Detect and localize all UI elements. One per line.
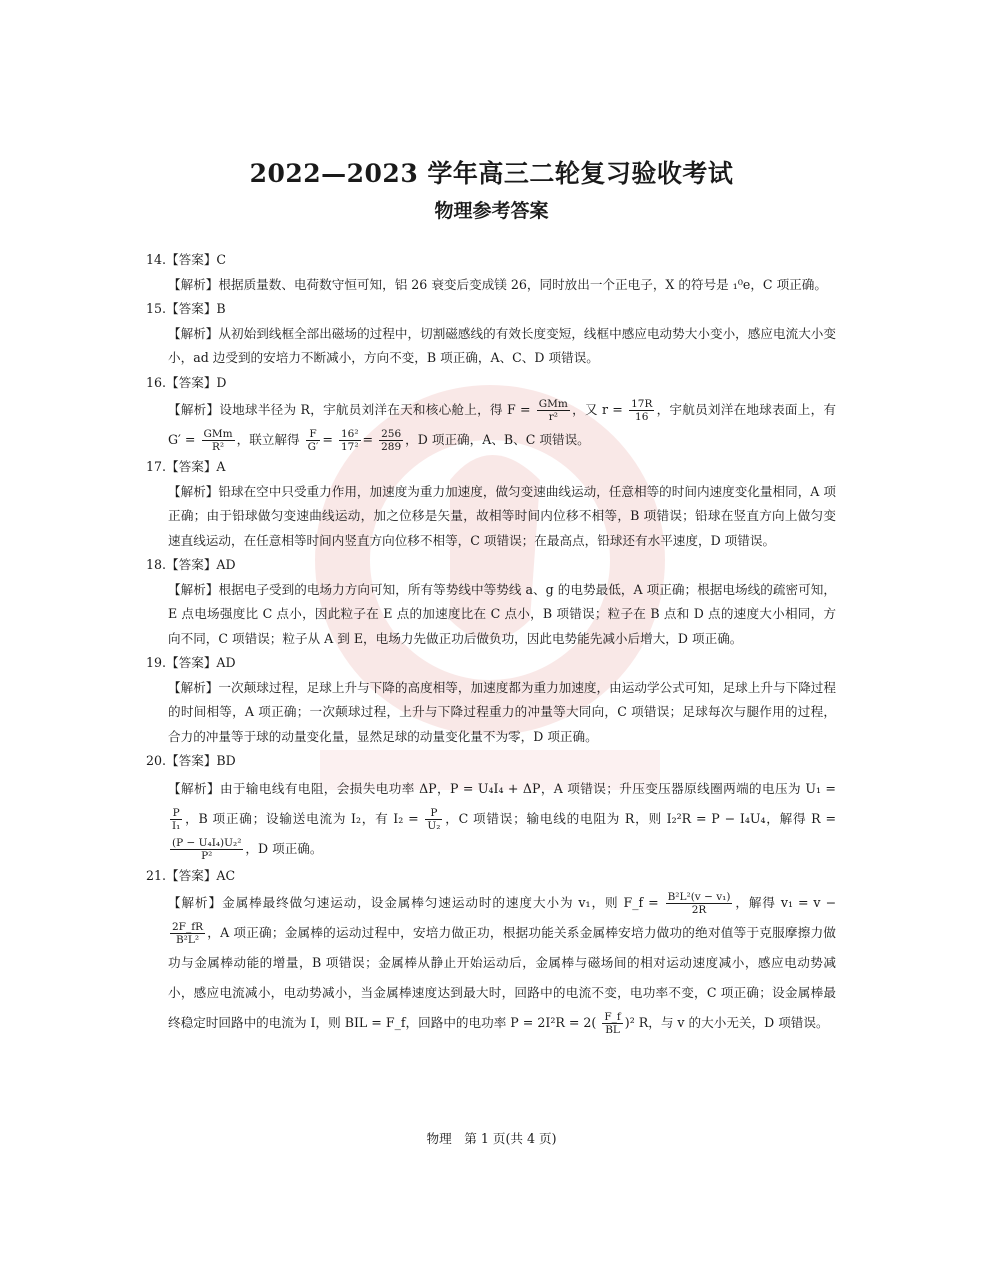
- numerator: 256: [381, 428, 402, 440]
- fraction: [379, 428, 403, 453]
- analysis-paragraph: [146, 578, 836, 652]
- analysis-label: 【解析】: [168, 402, 220, 417]
- numerator: 2F_fR: [172, 921, 204, 933]
- analysis-label: 【解析】: [168, 325, 219, 341]
- fraction: [339, 428, 361, 453]
- denominator: r²: [548, 411, 558, 423]
- analysis-paragraph: [146, 273, 836, 298]
- analysis-text: ，A 项正确；金属棒的运动过程中，安培力做正功，根据功能关系金属棒安培力做功的绝对值等于克服摩擦力做功与金属棒动能的增量，B 项错误；金属棒从静止开始运动后，金属棒与磁场间的相对运动速度减小，感应电动势减小，感应电流减小，电动势减小，当金属棒速度达到最大时，回路中的电流不变，电功率不变，C 项正确；设金属棒最终稳定时回路中的电流为 I，则 BIL = F_f，回路中的电功率 P = 2I²R = 2(: [168, 925, 836, 1030]
- answer-label: 【答案】: [166, 301, 217, 316]
- question-20: [146, 749, 836, 864]
- question-19: [146, 651, 836, 749]
- fraction: [666, 891, 733, 916]
- fraction: [629, 398, 654, 423]
- question-number: 20.: [146, 753, 167, 768]
- fraction: [170, 837, 243, 862]
- answer-label: 【答案】: [166, 557, 217, 572]
- answer-line: [146, 371, 836, 396]
- analysis-text: 金属棒最终做匀速运动，设金属棒匀速运动时的速度大小为 v₁，则 F_f =: [222, 895, 659, 910]
- answer-line: [146, 553, 836, 578]
- analysis-paragraph: [146, 676, 836, 750]
- numerator: 17R: [631, 398, 653, 410]
- fraction: [170, 807, 182, 832]
- analysis-text: ，C 项错误；输电线的电阻为 R，则 I₂²R = P − I₄U₄，解得 R =: [444, 810, 836, 826]
- numerator: (P − U₄I₄)U₂²: [172, 836, 242, 849]
- page-subtitle: 物理参考答案: [434, 200, 549, 222]
- fraction: [602, 1011, 622, 1036]
- analysis-label: 【解析】: [168, 895, 223, 910]
- denominator: 289: [381, 441, 402, 453]
- answer-line: [146, 297, 836, 322]
- denominator: R²: [211, 441, 225, 453]
- analysis-text: 根据电子受到的电场力方向可知，所有等势线中等势线 a、g 的电势最低，A 项正确；根据电场线的疏密可知，E 点电场强度比 C 点小，因此粒子在 E 点的加速度比在 C 点小，B 项错误；粒子在 B 点和 D 点的速度大小相同，方向不同，C 项错误；粒子从 A 到 E，电场力先做正功后做负功，因此电势能先减小后增大，D 项正确。: [168, 581, 836, 646]
- question-number: 19.: [146, 655, 167, 670]
- answer-line: [146, 749, 836, 774]
- numerator: 16²: [340, 428, 359, 440]
- analysis-text: ，解得 v₁ = v −: [734, 895, 837, 910]
- answer-line: [146, 651, 836, 676]
- analysis-text: )² R，与 v 的大小无关，D 项错误。: [624, 1015, 829, 1030]
- analysis-paragraph: [146, 774, 836, 864]
- analysis-paragraph: [146, 322, 836, 371]
- answer-line: [146, 455, 836, 480]
- analysis-text: 从初始到线框全部出磁场的过程中，切割磁感线的有效长度变短，线框中感应电动势大小变小，感应电流大小变小，ad 边受到的安培力不断减小，方向不变，B 项正确，A、C、D 项错误。: [168, 325, 837, 365]
- numerator: GMm: [203, 428, 233, 440]
- analysis-label: 【解析】: [168, 679, 219, 695]
- denominator: G′: [307, 441, 319, 453]
- question-number: 16.: [146, 374, 167, 390]
- denominator: 16: [635, 411, 649, 423]
- analysis-text: 设地球半径为 R，宇航员刘洋在天和核心舱上，得 F =: [219, 402, 531, 417]
- numerator: F: [306, 428, 321, 441]
- fraction: [537, 398, 570, 423]
- answer-label: 【答案】: [166, 252, 217, 267]
- question-16: [146, 371, 836, 456]
- answer-value: AD: [216, 655, 236, 670]
- analysis-label: 【解析】: [168, 483, 219, 499]
- answer-label: 【答案】: [166, 374, 217, 390]
- denominator: B²L²: [175, 934, 200, 946]
- answer-value: AC: [216, 867, 236, 883]
- analysis-paragraph: [146, 888, 836, 1038]
- page-title: 2022—2023 学年高三二轮复习验收考试: [249, 159, 734, 188]
- fraction: [170, 921, 205, 946]
- analysis-text: =: [362, 432, 374, 447]
- analysis-label: 【解析】: [168, 581, 219, 597]
- question-number: 15.: [146, 301, 167, 316]
- answer-label: 【答案】: [166, 867, 217, 883]
- answers-content: [146, 248, 836, 1038]
- numerator: B²L²(v − v₁): [667, 891, 731, 903]
- page-footer: 物理 第 1 页(共 4 页): [426, 1131, 557, 1146]
- denominator: P²: [201, 849, 213, 862]
- analysis-text: ，D 项正确。: [245, 840, 323, 856]
- denominator: 2R: [691, 904, 707, 916]
- answer-label: 【答案】: [166, 753, 217, 768]
- analysis-text: ，D 项正确，A、B、C 项错误。: [405, 432, 590, 447]
- numerator: P: [170, 807, 182, 820]
- analysis-paragraph: [146, 395, 836, 455]
- fraction: [425, 807, 442, 832]
- question-number: 17.: [146, 459, 167, 474]
- analysis-label: 【解析】: [168, 276, 219, 292]
- answer-value: A: [216, 459, 226, 474]
- analysis-text: 铅球在空中只受重力作用，加速度为重力加速度，做匀变速曲线运动，任意相等的时间内速度变化量相同，A 项正确；由于铅球做匀变速曲线运动，加之位移是矢量，故相等时间内位移不相等，B 项错误；铅球在竖直方向上做匀变速直线运动，在任意相等时间内竖直方向位移不相等，C 项错误；在最高点，铅球还有水平速度，D 项错误。: [168, 483, 837, 548]
- analysis-text: ，B 项正确；设输送电流为 I₂，有 I₂ =: [184, 810, 419, 826]
- denominator: 17²: [340, 441, 359, 453]
- numerator: GMm: [538, 398, 568, 410]
- denominator: BL: [605, 1024, 620, 1036]
- answer-value: BD: [216, 753, 236, 768]
- answer-value: B: [216, 301, 226, 316]
- answer-value: D: [216, 374, 227, 390]
- analysis-text: ，联立解得: [236, 432, 300, 447]
- answer-line: [146, 248, 836, 273]
- fraction: [202, 428, 235, 453]
- analysis-text: 一次颠球过程，足球上升与下降的高度相等，加速度都为重力加速度，由运动学公式可知，足球上升与下降过程的时间相等，A 项正确；一次颠球过程，上升与下降过程重力的冲量等大同向，C 项错误；足球每次与腿作用的过程，合力的冲量等于球的动量变化量，显然足球的动量变化量不为零，D 项正确。: [168, 679, 837, 744]
- answer-value: C: [216, 252, 227, 267]
- denominator: I₁: [172, 819, 181, 832]
- question-15: [146, 297, 836, 371]
- question-18: [146, 553, 836, 651]
- question-number: 14.: [146, 252, 167, 267]
- analysis-text: ，宇航员刘洋在地球表面上，有 G′ =: [168, 402, 836, 447]
- answer-label: 【答案】: [166, 655, 217, 670]
- question-number: 18.: [146, 557, 167, 572]
- analysis-text: 由于输电线有电阻，会损失电功率 ΔP，P = U₄I₄ + ΔP，A 项错误；升压变压器原线圈两端的电压为 U₁ =: [219, 780, 836, 796]
- denominator: U₂: [427, 819, 441, 832]
- fraction: [306, 428, 321, 453]
- question-number: 21.: [146, 867, 167, 883]
- analysis-label: 【解析】: [168, 780, 220, 796]
- analysis-paragraph: [146, 480, 836, 554]
- analysis-text: =: [322, 432, 333, 447]
- analysis-text: 根据质量数、电荷数守恒可知，铝 26 衰变后变成镁 26，同时放出一个正电子，X 的符号是 ₁⁰e，C 项正确。: [218, 276, 827, 292]
- question-21: [146, 864, 836, 1039]
- analysis-text: ，又 r =: [571, 402, 623, 417]
- numerator: F_f: [604, 1011, 621, 1023]
- answer-label: 【答案】: [166, 459, 217, 474]
- numerator: P: [425, 807, 442, 820]
- question-14: [146, 248, 836, 297]
- answer-line: [146, 864, 836, 889]
- question-17: [146, 455, 836, 553]
- answer-value: AD: [216, 557, 236, 572]
